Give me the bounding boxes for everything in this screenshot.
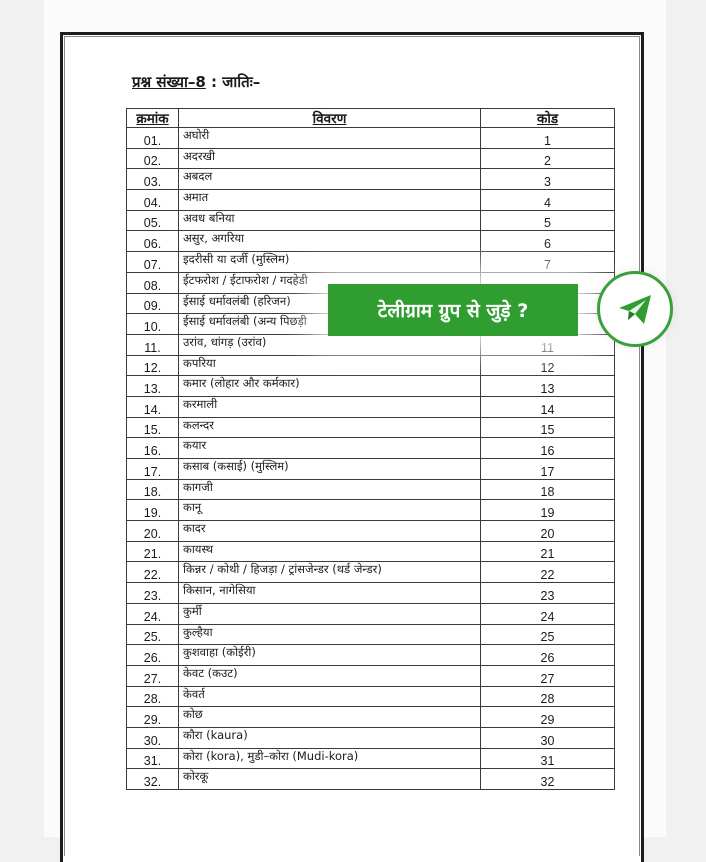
table-row — [127, 252, 615, 273]
row-serial: 08. — [127, 272, 179, 293]
row-description: कलन्दर — [179, 417, 481, 438]
row-serial: 31. — [127, 748, 179, 769]
row-serial: 15. — [127, 417, 179, 438]
row-description: कोछ — [179, 707, 481, 728]
row-description: कानू — [179, 500, 481, 521]
row-description: केवट (कउट) — [179, 665, 481, 686]
row-code: 30 — [481, 727, 615, 748]
row-description: करमाली — [179, 396, 481, 417]
row-description: असुर, अगरिया — [179, 231, 481, 252]
question-heading — [132, 72, 260, 92]
row-code: 12 — [481, 355, 615, 376]
row-code: 14 — [481, 396, 615, 417]
row-description: ईसाई धर्मावलंबी (हरिजन) — [179, 293, 481, 314]
row-serial: 16. — [127, 438, 179, 459]
row-description: कयार — [179, 438, 481, 459]
telegram-join-banner[interactable] — [328, 284, 578, 336]
table-row — [127, 748, 615, 769]
row-code: 18 — [481, 479, 615, 500]
row-serial: 20. — [127, 521, 179, 542]
row-description: केवर्त — [179, 686, 481, 707]
telegram-button[interactable] — [597, 271, 673, 347]
row-description: इदरीसी या दर्जी (मुस्लिम) — [179, 252, 481, 273]
row-description: कौरा (kaura) — [179, 727, 481, 748]
header-description: विवरण — [179, 109, 481, 128]
row-code: 31 — [481, 748, 615, 769]
row-description: कमार (लोहार और कर्मकार) — [179, 376, 481, 397]
row-serial: 32. — [127, 769, 179, 790]
row-serial: 05. — [127, 210, 179, 231]
row-code: 7 — [481, 252, 615, 273]
table-row — [127, 707, 615, 728]
header-code: कोड — [481, 109, 615, 128]
row-serial: 04. — [127, 190, 179, 211]
row-serial: 25. — [127, 624, 179, 645]
row-description: कुल्हैया — [179, 624, 481, 645]
table-row — [127, 210, 615, 231]
row-description: कोरकू — [179, 769, 481, 790]
table-row — [127, 376, 615, 397]
table-row — [127, 727, 615, 748]
row-serial: 22. — [127, 562, 179, 583]
row-code: 23 — [481, 583, 615, 604]
telegram-join-text: टेलीग्राम ग्रुप से जुड़े ? — [377, 300, 529, 322]
row-code: 29 — [481, 707, 615, 728]
row-description: कपरिया — [179, 355, 481, 376]
row-description: अदरखी — [179, 148, 481, 169]
row-serial: 12. — [127, 355, 179, 376]
row-description: ईटफरोश / ईटाफरोश / गदहेडी — [179, 272, 481, 293]
row-code: 19 — [481, 500, 615, 521]
table-row — [127, 665, 615, 686]
row-code: 3 — [481, 169, 615, 190]
table-row — [127, 645, 615, 666]
table-row — [127, 438, 615, 459]
row-code: 15 — [481, 417, 615, 438]
table-row — [127, 500, 615, 521]
row-serial: 29. — [127, 707, 179, 728]
row-code: 32 — [481, 769, 615, 790]
telegram-send-icon — [615, 289, 655, 329]
row-serial: 06. — [127, 231, 179, 252]
row-description: अमात — [179, 190, 481, 211]
row-serial: 23. — [127, 583, 179, 604]
table-row — [127, 169, 615, 190]
row-description: कागजी — [179, 479, 481, 500]
table-row — [127, 479, 615, 500]
table-header-row — [127, 109, 615, 128]
table-row — [127, 148, 615, 169]
row-serial: 01. — [127, 128, 179, 149]
row-code: 27 — [481, 665, 615, 686]
table-row — [127, 603, 615, 624]
row-description: अवध बनिया — [179, 210, 481, 231]
header-serial: क्रमांक — [127, 109, 179, 128]
row-serial: 13. — [127, 376, 179, 397]
row-serial: 10. — [127, 314, 179, 335]
row-serial: 17. — [127, 459, 179, 480]
row-code: 17 — [481, 459, 615, 480]
row-code: 25 — [481, 624, 615, 645]
row-description: कोरा (kora), मुडी–कोरा (Mudi-kora) — [179, 748, 481, 769]
row-code: 20 — [481, 521, 615, 542]
row-serial: 30. — [127, 727, 179, 748]
row-serial: 03. — [127, 169, 179, 190]
row-code: 22 — [481, 562, 615, 583]
row-description: किन्नर / कोथी / हिजड़ा / ट्रांसजेन्डर (थर्ड जेन्डर) — [179, 562, 481, 583]
row-serial: 28. — [127, 686, 179, 707]
row-code: 24 — [481, 603, 615, 624]
row-description: कुर्मी — [179, 603, 481, 624]
row-serial: 14. — [127, 396, 179, 417]
row-serial: 02. — [127, 148, 179, 169]
row-description: कादर — [179, 521, 481, 542]
heading-separator: : — [205, 73, 223, 91]
row-description: कायस्थ — [179, 541, 481, 562]
table-row — [127, 459, 615, 480]
row-serial: 21. — [127, 541, 179, 562]
table-row — [127, 769, 615, 790]
table-row — [127, 541, 615, 562]
row-description: अबदल — [179, 169, 481, 190]
row-code: 1 — [481, 128, 615, 149]
row-code: 4 — [481, 190, 615, 211]
table-row — [127, 231, 615, 252]
row-description: उरांव, धांगड़ (उरांव) — [179, 334, 481, 355]
table-row — [127, 334, 615, 355]
row-code: 5 — [481, 210, 615, 231]
row-description: कसाब (कसाई) (मुस्लिम) — [179, 459, 481, 480]
row-serial: 27. — [127, 665, 179, 686]
row-description: कुशवाहा (कोईरी) — [179, 645, 481, 666]
row-code: 28 — [481, 686, 615, 707]
table-row — [127, 583, 615, 604]
row-code: 6 — [481, 231, 615, 252]
row-code: 21 — [481, 541, 615, 562]
row-serial: 18. — [127, 479, 179, 500]
table-row — [127, 190, 615, 211]
row-code: 26 — [481, 645, 615, 666]
table-row — [127, 417, 615, 438]
table-row — [127, 624, 615, 645]
row-serial: 09. — [127, 293, 179, 314]
question-number: प्रश्न संख्या–8 — [132, 73, 206, 91]
table-row — [127, 396, 615, 417]
table-row — [127, 562, 615, 583]
row-serial: 24. — [127, 603, 179, 624]
row-serial: 19. — [127, 500, 179, 521]
row-code: 2 — [481, 148, 615, 169]
table-row — [127, 686, 615, 707]
row-description: किसान, नागेसिया — [179, 583, 481, 604]
row-code: 16 — [481, 438, 615, 459]
row-code: 11 — [481, 334, 615, 355]
question-topic: जातिः– — [222, 73, 261, 91]
row-serial: 26. — [127, 645, 179, 666]
row-serial: 11. — [127, 334, 179, 355]
row-description: ईसाई धर्मावलंबी (अन्य पिछड़ी — [179, 314, 481, 335]
row-description: अघोरी — [179, 128, 481, 149]
row-serial: 07. — [127, 252, 179, 273]
table-row — [127, 128, 615, 149]
table-row — [127, 355, 615, 376]
caste-code-table — [126, 108, 615, 790]
table-row — [127, 521, 615, 542]
row-code: 13 — [481, 376, 615, 397]
